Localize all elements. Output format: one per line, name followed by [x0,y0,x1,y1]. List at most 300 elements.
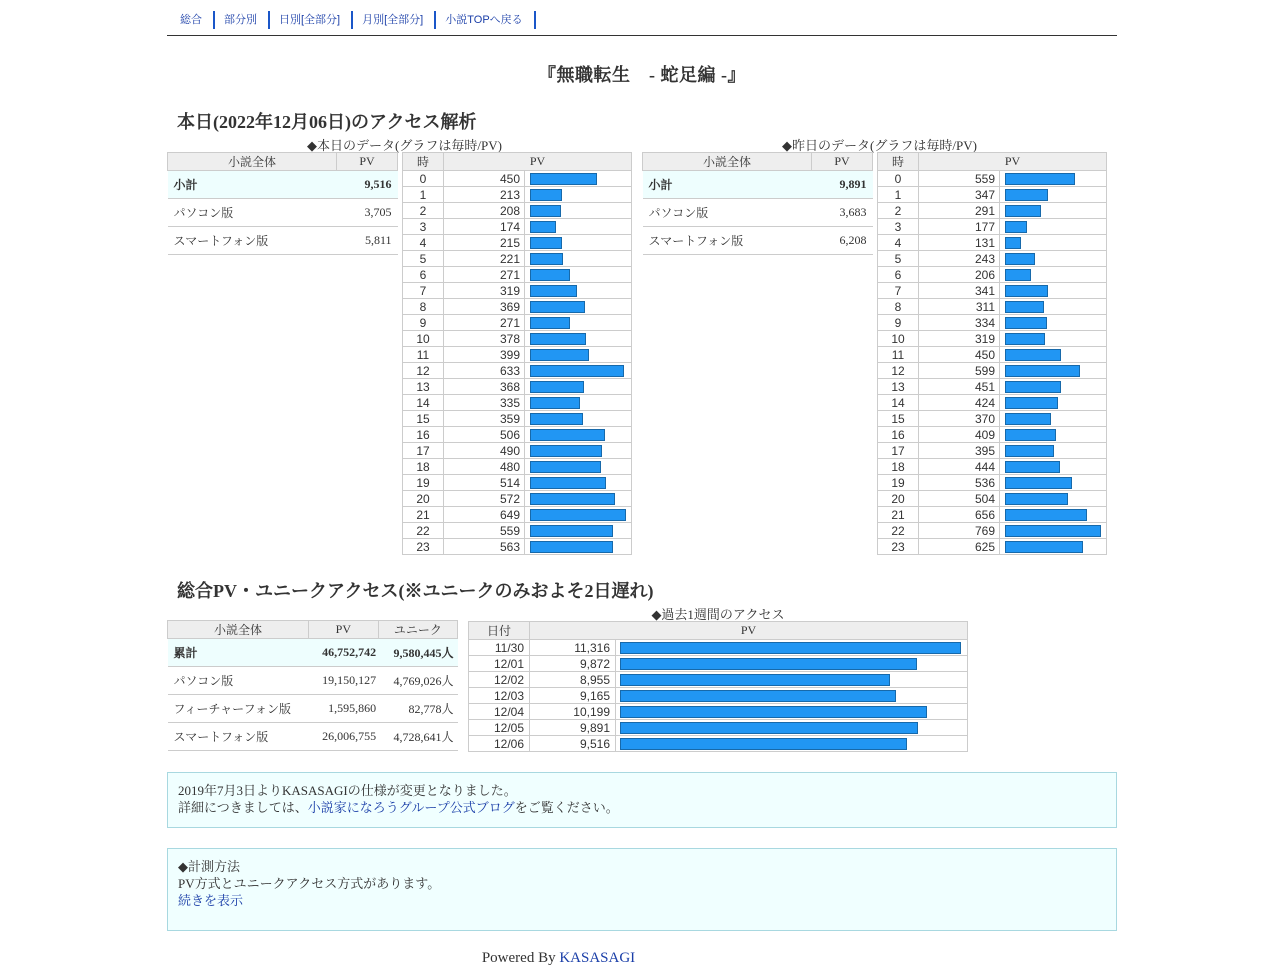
hour-row [403,459,632,475]
hour-row [878,491,1107,507]
hour-pv: 341 [919,283,1000,299]
pv-bar [620,722,918,734]
bar-cell [525,331,632,347]
row-pv: 3,683 [812,199,873,227]
row-unique: 4,769,026人 [378,667,457,695]
blog-link[interactable]: 小説家になろうグループ公式ブログ [307,800,515,815]
bar-cell [616,640,968,656]
pv-bar [530,429,605,441]
hour-row [403,219,632,235]
bar-cell [616,656,968,672]
hour-row [403,523,632,539]
page-title: 『無職転生 - 蛇足編 -』 [538,65,746,85]
bar-cell [1000,523,1107,539]
hour-pv: 311 [919,299,1000,315]
hour-cell: 8 [878,299,919,315]
today-summary-table [167,152,398,255]
col-header: ユニーク [378,621,457,639]
week-pv: 9,872 [530,656,616,672]
bar-cell [525,219,632,235]
bar-cell [525,171,632,187]
bar-cell [1000,315,1107,331]
pv-bar [1005,189,1048,201]
hour-row [403,363,632,379]
bar-cell [1000,331,1107,347]
bar-cell [1000,363,1107,379]
pv-bar [1005,461,1060,473]
notice-text: をご覧ください。 [514,800,619,815]
week-pv: 9,516 [530,736,616,752]
row-pv: 19,150,127 [309,667,379,695]
week-date: 12/03 [469,688,530,704]
hour-pv: 633 [444,363,525,379]
bar-cell [1000,203,1107,219]
hour-pv: 131 [919,235,1000,251]
pv-bar [530,221,556,233]
pv-bar [1005,301,1044,313]
bar-cell [616,736,968,752]
hour-cell: 7 [878,283,919,299]
bar-cell [525,427,632,443]
pv-bar [1005,317,1047,329]
hour-pv: 490 [444,443,525,459]
bar-cell [525,379,632,395]
hour-cell: 15 [878,411,919,427]
hour-cell: 16 [403,427,444,443]
hour-row [403,491,632,507]
bar-cell [1000,267,1107,283]
row-unique: 9,580,445人 [378,639,457,667]
hour-cell: 17 [878,443,919,459]
bar-cell [1000,251,1107,267]
hour-row [403,411,632,427]
hour-pv: 559 [444,523,525,539]
hour-cell: 5 [403,251,444,267]
pv-bar [530,189,562,201]
col-header: PV [309,621,379,639]
pv-bar [620,706,927,718]
hour-pv: 291 [919,203,1000,219]
hour-cell: 19 [403,475,444,491]
nav-monthly[interactable]: 月別[全部分] [353,11,436,29]
col-header: PV [444,153,632,171]
hour-row [878,187,1107,203]
hour-cell: 23 [403,539,444,555]
week-row [469,640,968,656]
pv-bar [530,269,570,281]
hour-cell: 0 [878,171,919,187]
hour-row [878,539,1107,555]
hour-cell: 20 [403,491,444,507]
week-pv: 11,316 [530,640,616,656]
pv-bar [530,477,606,489]
hour-pv: 319 [444,283,525,299]
hour-pv: 206 [919,267,1000,283]
pv-bar [530,237,562,249]
hour-row [403,267,632,283]
hour-row [403,347,632,363]
bar-cell [525,267,632,283]
hour-cell: 10 [878,331,919,347]
pv-bar [620,658,917,670]
hour-row [403,299,632,315]
bar-cell [1000,171,1107,187]
hour-cell: 14 [403,395,444,411]
hour-cell: 21 [403,507,444,523]
hour-row [878,475,1107,491]
week-date: 11/30 [469,640,530,656]
notice-line2 [178,799,1106,816]
hour-row [878,395,1107,411]
bar-cell [525,507,632,523]
pv-bar [530,365,624,377]
week-row [469,656,968,672]
row-label: 小計 [643,171,812,199]
pv-bar [1005,477,1072,489]
hour-pv: 174 [444,219,525,235]
total-table [167,620,458,751]
hour-cell: 23 [878,539,919,555]
hour-row [878,171,1107,187]
hour-row [403,395,632,411]
pv-bar [1005,381,1061,393]
pv-bar [1005,269,1031,281]
bar-cell [1000,187,1107,203]
hour-pv: 504 [919,491,1000,507]
row-pv: 5,811 [337,227,398,255]
bar-cell [525,539,632,555]
hour-cell: 2 [878,203,919,219]
row-pv: 9,891 [812,171,873,199]
pv-bar [1005,541,1083,553]
yesterday-summary-table [642,152,873,255]
row-pv: 6,208 [812,227,873,255]
hour-cell: 13 [878,379,919,395]
week-row [469,688,968,704]
hour-cell: 6 [403,267,444,283]
hour-pv: 450 [919,347,1000,363]
yesterday-hourly-table [877,152,1107,555]
week-pv: 9,891 [530,720,616,736]
week-date: 12/02 [469,672,530,688]
hour-cell: 19 [878,475,919,491]
hour-cell: 11 [403,347,444,363]
row-label: 小計 [168,171,337,199]
bar-cell [1000,507,1107,523]
pv-bar [620,738,907,750]
hour-row [403,171,632,187]
pv-bar [530,301,585,313]
pv-bar [530,285,577,297]
today-hourly-table [402,152,632,555]
bar-cell [1000,443,1107,459]
hour-pv: 450 [444,171,525,187]
col-header: PV [812,153,873,171]
row-pv: 26,006,755 [309,723,379,751]
hour-pv: 625 [919,539,1000,555]
bar-cell [1000,235,1107,251]
week-date: 12/04 [469,704,530,720]
hour-row [403,203,632,219]
show-more-link[interactable]: 続きを表示 [178,893,244,908]
notice-line1: 2019年7月3日よりKASASAGIの仕様が変更となりました。 [178,783,517,798]
week-row [469,672,968,688]
pv-bar [530,525,613,537]
week-date: 12/01 [469,656,530,672]
week-pv: 9,165 [530,688,616,704]
bar-cell [1000,539,1107,555]
hour-pv: 347 [919,187,1000,203]
pv-bar [530,333,586,345]
hour-row [403,507,632,523]
bar-cell [616,672,968,688]
hour-cell: 14 [878,395,919,411]
pv-bar [1005,493,1068,505]
hour-row [878,427,1107,443]
hour-cell: 1 [403,187,444,203]
hour-pv: 424 [919,395,1000,411]
hour-cell: 4 [878,235,919,251]
row-label: フィーチャーフォン版 [168,695,309,723]
nav-total[interactable]: 総合 [171,11,215,29]
col-header: 小説全体 [168,621,309,639]
hour-row [878,283,1107,299]
hour-cell: 20 [878,491,919,507]
notice-text: 詳細につきましては、 [178,800,308,815]
pv-bar [1005,173,1075,185]
today-heading: 本日(2022年12月06日)のアクセス解析 [177,112,477,132]
pv-bar [530,317,570,329]
row-label: スマートフォン版 [643,227,812,255]
bar-cell [1000,299,1107,315]
week-pv: 8,955 [530,672,616,688]
hour-cell: 12 [878,363,919,379]
hour-row [403,443,632,459]
bar-cell [1000,379,1107,395]
hour-pv: 451 [919,379,1000,395]
pv-bar [1005,333,1045,345]
hour-pv: 559 [919,171,1000,187]
pv-bar [530,541,613,553]
pv-bar [1005,525,1101,537]
hour-pv: 359 [444,411,525,427]
hour-cell: 3 [878,219,919,235]
pv-bar [1005,397,1058,409]
hour-cell: 1 [878,187,919,203]
hour-pv: 335 [444,395,525,411]
hour-row [403,251,632,267]
pv-bar [530,509,626,521]
hour-cell: 13 [403,379,444,395]
nav-by-part[interactable]: 部分別 [215,11,270,29]
hour-row [878,443,1107,459]
pv-bar [530,205,561,217]
notice-box [167,772,1117,828]
col-header: PV [337,153,398,171]
hour-cell: 18 [878,459,919,475]
hour-cell: 18 [403,459,444,475]
method-heading: ◆計測方法 [178,859,240,874]
pv-bar [530,397,580,409]
hour-cell: 22 [878,523,919,539]
hour-pv: 656 [919,507,1000,523]
hour-pv: 444 [919,459,1000,475]
hour-row [878,299,1107,315]
hour-pv: 399 [444,347,525,363]
hour-pv: 395 [919,443,1000,459]
bar-cell [1000,219,1107,235]
bar-cell [1000,459,1107,475]
hour-row [403,379,632,395]
bar-cell [525,491,632,507]
pv-bar [1005,429,1056,441]
hour-row [878,235,1107,251]
col-header: 小説全体 [168,153,337,171]
row-label: 累計 [168,639,309,667]
col-header: PV [530,622,968,640]
hour-cell: 0 [403,171,444,187]
hour-cell: 11 [878,347,919,363]
nav-novel-top[interactable]: 小説TOPへ戻る [436,11,535,29]
hour-cell: 3 [403,219,444,235]
hour-row [403,475,632,491]
week-row [469,736,968,752]
hour-cell: 5 [878,251,919,267]
pv-bar [620,674,890,686]
yesterday-caption: ◆昨日のデータ(グラフは毎時/PV) [782,138,977,153]
row-pv: 3,705 [337,199,398,227]
bar-cell [525,347,632,363]
pv-bar [1005,365,1080,377]
hour-pv: 368 [444,379,525,395]
hour-row [403,187,632,203]
bar-cell [616,704,968,720]
pv-bar [530,381,584,393]
pv-bar [1005,205,1041,217]
hour-pv: 369 [444,299,525,315]
hour-pv: 319 [919,331,1000,347]
hour-cell: 17 [403,443,444,459]
kasasagi-link[interactable]: KASASAGI [559,950,636,966]
hour-row [403,331,632,347]
hour-pv: 378 [444,331,525,347]
hour-row [878,523,1107,539]
pv-bar [620,690,896,702]
row-pv: 1,595,860 [309,695,379,723]
bar-cell [525,443,632,459]
col-header: 時 [403,153,444,171]
hour-cell: 12 [403,363,444,379]
bar-cell [1000,491,1107,507]
hour-pv: 649 [444,507,525,523]
method-box [167,848,1117,931]
pv-bar [1005,349,1061,361]
bar-cell [1000,427,1107,443]
bar-cell [525,299,632,315]
row-unique: 82,778人 [378,695,457,723]
row-pv: 46,752,742 [309,639,379,667]
nav-daily[interactable]: 日別[全部分] [270,11,353,29]
bar-cell [525,235,632,251]
pv-bar [1005,253,1035,265]
col-header: 小説全体 [643,153,812,171]
bar-cell [1000,475,1107,491]
hour-row [403,283,632,299]
hour-row [878,251,1107,267]
week-row [469,720,968,736]
hour-row [878,331,1107,347]
pv-bar [530,461,601,473]
hour-row [878,363,1107,379]
bar-cell [525,203,632,219]
footer [0,950,1117,967]
hour-cell: 9 [878,315,919,331]
bar-cell [616,720,968,736]
hour-cell: 15 [403,411,444,427]
bar-cell [525,283,632,299]
footer-prefix: Powered By [481,950,560,966]
hour-pv: 599 [919,363,1000,379]
pv-bar [530,413,583,425]
row-label: パソコン版 [168,667,309,695]
week-caption: ◆過去1週間のアクセス [651,607,785,622]
week-date: 12/05 [469,720,530,736]
hour-cell: 9 [403,315,444,331]
hour-pv: 208 [444,203,525,219]
bar-cell [525,395,632,411]
week-date: 12/06 [469,736,530,752]
hour-pv: 221 [444,251,525,267]
hour-row [878,459,1107,475]
bar-cell [525,459,632,475]
pv-bar [1005,237,1021,249]
hour-pv: 409 [919,427,1000,443]
page-container [167,0,1117,87]
pv-bar [1005,413,1051,425]
bar-cell [525,523,632,539]
hour-row [878,411,1107,427]
hour-pv: 536 [919,475,1000,491]
hour-row [403,539,632,555]
hour-cell: 10 [403,331,444,347]
pv-bar [530,253,563,265]
col-header: PV [919,153,1107,171]
hour-pv: 243 [919,251,1000,267]
hour-row [878,203,1107,219]
hour-cell: 7 [403,283,444,299]
hour-pv: 271 [444,315,525,331]
hour-row [878,507,1107,523]
pv-bar [1005,509,1087,521]
bar-cell [525,315,632,331]
row-label: スマートフォン版 [168,723,309,751]
bar-cell [1000,347,1107,363]
week-table [468,621,968,752]
bar-cell [525,187,632,203]
row-label: パソコン版 [643,199,812,227]
bar-cell [525,363,632,379]
row-label: パソコン版 [168,199,337,227]
hour-pv: 215 [444,235,525,251]
col-header: 時 [878,153,919,171]
hour-pv: 480 [444,459,525,475]
hour-pv: 563 [444,539,525,555]
today-caption: ◆本日のデータ(グラフは毎時/PV) [307,138,502,153]
pv-bar [1005,221,1027,233]
hour-row [878,315,1107,331]
bar-cell [525,411,632,427]
pv-bar [530,493,615,505]
